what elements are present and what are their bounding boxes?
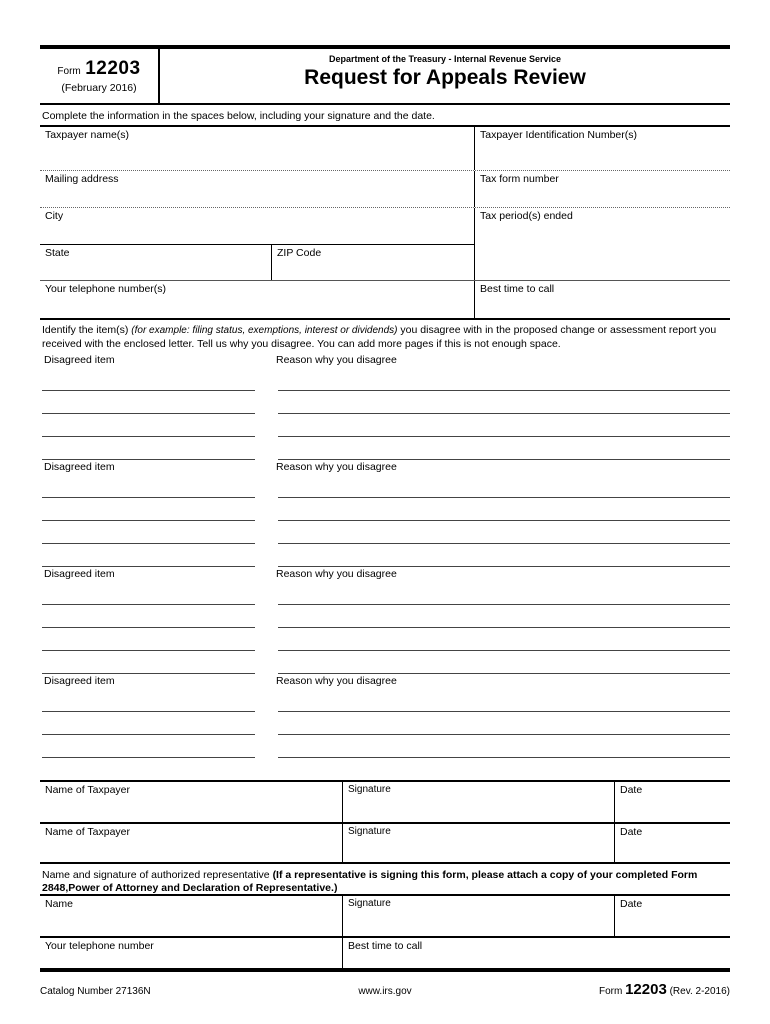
form-word: Form: [57, 66, 81, 77]
disagreed-item-line[interactable]: [42, 521, 255, 544]
reason-line[interactable]: [278, 735, 730, 758]
telephone-field[interactable]: [40, 281, 475, 318]
identify-text-end: you disagree with in the proposed change or assessment report you received with the enclosed letter. Tell us why you disagree. You can add more pages if this is not enough space.: [42, 324, 717, 350]
date-label: Date: [620, 898, 643, 910]
mailing-address-field[interactable]: [40, 171, 475, 207]
name-label: Name: [45, 898, 74, 910]
taxpayer-name-sign-field-2[interactable]: [40, 824, 343, 862]
date-label: Date: [620, 784, 643, 796]
disagreed-item-line[interactable]: [42, 628, 255, 651]
representative-telephone-field[interactable]: [40, 938, 343, 968]
reason-label: Reason why you disagree: [276, 568, 397, 580]
signature-label: Signature: [348, 784, 391, 795]
taxpayer-signature-field-2[interactable]: [343, 824, 615, 862]
footer-form-num: 12203: [625, 981, 667, 998]
reason-line[interactable]: [278, 544, 730, 567]
disagreed-item-label: Disagreed item: [44, 568, 115, 580]
disagreed-section-3: [40, 568, 730, 675]
identify-text-start: Identify the item(s): [42, 324, 132, 336]
reason-line[interactable]: [278, 437, 730, 460]
telephone-label: Your telephone number(s): [45, 283, 167, 295]
page-title: Request for Appeals Review: [304, 66, 586, 89]
table-row: [40, 822, 730, 862]
table-row: [40, 782, 730, 822]
tax-form-number-label: Tax form number: [480, 173, 559, 185]
taxpayer-info-table: [40, 125, 730, 320]
reason-line[interactable]: [278, 605, 730, 628]
reason-line[interactable]: [278, 521, 730, 544]
reason-line[interactable]: [278, 498, 730, 521]
reason-line[interactable]: [278, 391, 730, 414]
form-number-line: [40, 58, 158, 80]
zip-code-label: ZIP Code: [277, 247, 322, 259]
catalog-number: Catalog Number 27136N: [40, 986, 151, 997]
taxpayer-date-field-1[interactable]: [615, 782, 730, 822]
identify-text-example: (for example: filing status, exemptions, interest or dividends): [131, 325, 398, 336]
zip-code-field[interactable]: [272, 245, 474, 280]
tax-period-field[interactable]: [475, 208, 730, 280]
table-row: [40, 896, 730, 936]
form-number: 12203: [85, 58, 141, 79]
rep-note-normal: Name and signature of authorized representative: [42, 869, 273, 881]
table-row: [40, 127, 730, 171]
form-content: [40, 45, 730, 998]
tin-label: Taxpayer Identification Number(s): [480, 129, 637, 141]
reason-line[interactable]: [278, 651, 730, 674]
taxpayer-signature-table: [40, 780, 730, 864]
footer-form-revision: (Rev. 2-2016): [669, 986, 730, 997]
tin-field[interactable]: [475, 127, 730, 170]
disagreed-item-line[interactable]: [42, 582, 255, 605]
signature-label: Signature: [348, 826, 391, 837]
representative-best-time-field[interactable]: [343, 938, 730, 968]
disagreed-item-line[interactable]: [42, 689, 255, 712]
intro-instruction: Complete the information in the spaces below, including your signature and the date.: [42, 110, 435, 122]
state-label: State: [45, 247, 70, 259]
taxpayer-name-field[interactable]: [40, 127, 475, 170]
disagreed-item-line[interactable]: [42, 544, 255, 567]
state-zip-row: [40, 245, 474, 280]
reason-line[interactable]: [278, 628, 730, 651]
footer-form-number: [412, 981, 730, 998]
reason-line[interactable]: [278, 368, 730, 391]
name-of-taxpayer-label: Name of Taxpayer: [45, 784, 131, 796]
disagreed-item-label: Disagreed item: [44, 354, 115, 366]
reason-line[interactable]: [278, 582, 730, 605]
table-row: [40, 281, 730, 318]
disagreed-item-line[interactable]: [42, 605, 255, 628]
table-row: [40, 936, 730, 968]
disagreed-item-label: Disagreed item: [44, 675, 115, 687]
reason-line[interactable]: [278, 475, 730, 498]
mailing-address-label: Mailing address: [45, 173, 119, 185]
taxpayer-name-label: Taxpayer name(s): [45, 129, 130, 141]
representative-name-field[interactable]: [40, 896, 343, 936]
reason-label: Reason why you disagree: [276, 675, 397, 687]
city-label: City: [45, 210, 64, 222]
reason-line[interactable]: [278, 712, 730, 735]
disagreed-item-line[interactable]: [42, 651, 255, 674]
representative-signature-field[interactable]: [343, 896, 615, 936]
tax-form-number-field[interactable]: [475, 171, 730, 207]
form-revision: (February 2016): [61, 82, 137, 94]
reason-line[interactable]: [278, 689, 730, 712]
best-time-label: Best time to call: [348, 940, 423, 952]
tax-period-label: Tax period(s) ended: [480, 210, 573, 222]
best-time-field[interactable]: [475, 281, 730, 318]
disagreed-section-4: [40, 675, 730, 758]
representative-note: [40, 864, 730, 894]
telephone-label: Your telephone number: [45, 940, 154, 952]
form-title-block: [160, 49, 730, 103]
disagreed-item-line[interactable]: [42, 368, 255, 391]
disagreed-item-line[interactable]: [42, 475, 255, 498]
identify-instruction: [40, 320, 730, 354]
disagreed-item-label: Disagreed item: [44, 461, 115, 473]
state-field[interactable]: [40, 245, 272, 280]
city-field[interactable]: [40, 208, 474, 245]
form-header: [40, 45, 730, 105]
disagreed-item-line[interactable]: [42, 712, 255, 735]
best-time-label: Best time to call: [480, 283, 555, 295]
representative-table: [40, 894, 730, 972]
form-footer: [40, 972, 730, 998]
table-row: [40, 171, 730, 208]
disagreed-item-line[interactable]: [42, 735, 255, 758]
taxpayer-signature-field-1[interactable]: [343, 782, 615, 822]
date-label: Date: [620, 826, 643, 838]
rep-note-bold: (If a representative is signing this form, please attach a copy of your completed Form 2848,Power of Attorney and Declaration of Representative.): [42, 869, 698, 894]
signature-label: Signature: [348, 898, 391, 909]
irs-website: www.irs.gov: [358, 986, 412, 997]
reason-label: Reason why you disagree: [276, 354, 397, 366]
taxpayer-name-sign-field-1[interactable]: [40, 782, 343, 822]
disagreed-item-line[interactable]: [42, 391, 255, 414]
name-of-taxpayer-label: Name of Taxpayer: [45, 826, 131, 838]
agency-name: Department of the Treasury - Internal Revenue Service: [328, 54, 562, 64]
footer-form-word: Form: [598, 986, 623, 997]
disagreed-item-line[interactable]: [42, 414, 255, 437]
reason-line[interactable]: [278, 414, 730, 437]
form-number-block: [40, 49, 160, 103]
taxpayer-date-field-2[interactable]: [615, 824, 730, 862]
disagreed-section-1: [40, 354, 730, 461]
disagreed-item-line[interactable]: [42, 437, 255, 460]
disagreed-section-2: [40, 461, 730, 568]
reason-label: Reason why you disagree: [276, 461, 397, 473]
disagreed-item-line[interactable]: [42, 498, 255, 521]
city-state-zip-block: [40, 208, 475, 280]
table-row: [40, 208, 730, 281]
representative-date-field[interactable]: [615, 896, 730, 936]
